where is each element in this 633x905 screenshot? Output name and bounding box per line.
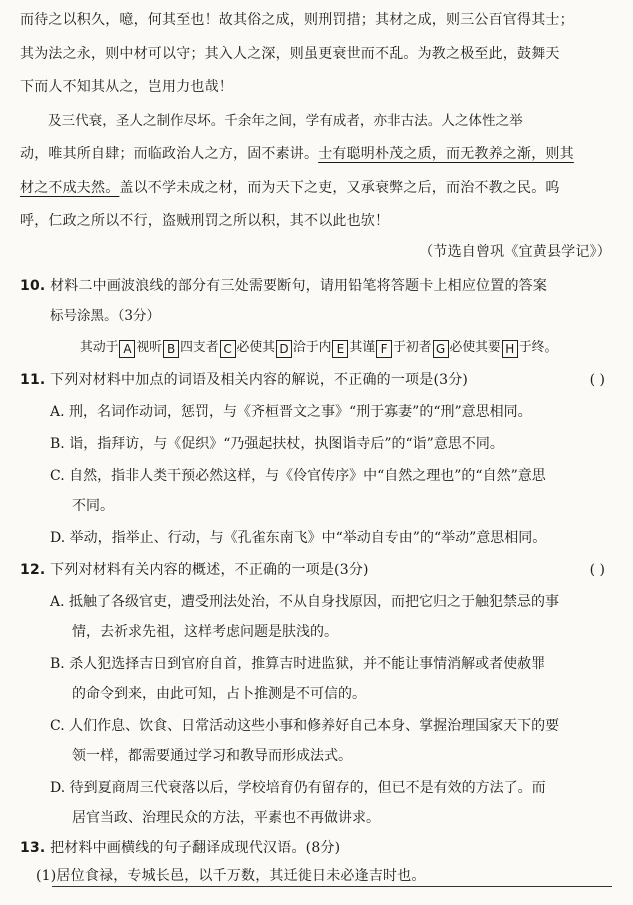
segment-text: 洽于内 xyxy=(293,340,332,355)
sentence-break-options xyxy=(80,334,633,362)
passage-line: 其为法之永，则中材可以守；其入人之深，则虽更衰世而不乱。为教之极至此，鼓舞天 xyxy=(20,46,560,62)
option-box-a[interactable]: A xyxy=(119,340,135,358)
segment-text: 其谨 xyxy=(349,340,376,355)
question-stem: 材料二中画波浪线的部分有三处需要断句，请用铅笔将答题卡上相应位置的答案 xyxy=(50,278,548,294)
answer-line[interactable] xyxy=(52,886,612,887)
question-number: 10. xyxy=(20,278,46,294)
passage-source: （节选自曾巩《宜黄县学记》） xyxy=(419,244,611,260)
passage-text: 动，唯其所自肆；而临政治人之方，固不素讲。 xyxy=(20,146,319,162)
option-box-b[interactable]: B xyxy=(163,340,179,358)
option-d[interactable]: D. 举动，指举止、行动，与《孔雀东南飞》中“举动自专由”的“举动”意思相同。 xyxy=(50,530,547,546)
question-stem: 下列对材料有关内容的概述，不正确的一项是(3分) xyxy=(50,562,369,578)
option-a[interactable]: A. 刑，名词作动词，惩罚，与《齐桓晋文之事》“刑于寡妻”的“刑”意思相同。 xyxy=(50,404,532,420)
answer-bracket[interactable]: ( ) xyxy=(589,562,605,578)
segment-text: 其动于 xyxy=(80,340,119,355)
passage-line: 下而人不知其从之，岂用力也哉！ xyxy=(20,79,233,95)
option-d[interactable]: D. 待到夏商周三代衰落以后，学校培育仍有留存的，但已不是有效的方法了。而 xyxy=(50,780,546,796)
question-stem: 把材料中画横线的句子翻译成现代汉语。(8分) xyxy=(50,840,341,856)
passage-line: 呼，仁政之所以不行，盗贼刑罚之所以积，其不以此也欤！ xyxy=(20,213,390,229)
option-c-cont: 领一样，都需要通过学习和教导而形成法式。 xyxy=(72,748,352,764)
segment-text: 于初者 xyxy=(393,340,432,355)
underlined-sentence: 士有聪明朴茂之质，而无教养之渐，则其 xyxy=(318,146,574,162)
passage-line xyxy=(20,174,612,202)
option-b-cont: 的命令到来，由此可知，占卜推测是不可信的。 xyxy=(72,686,366,702)
option-c[interactable]: C. 自然，指非人类干预必然这样，与《伶官传序》中“自然之理也”的“自然”意思 xyxy=(50,468,546,484)
passage-line xyxy=(20,140,612,168)
segment-text: 于终。 xyxy=(518,340,558,355)
option-a[interactable]: A. 抵触了各级官吏，遭受刑法处治，不从自身找原因，而把它归之于触犯禁忌的事 xyxy=(50,594,560,610)
passage-line: 及三代衰，圣人之制作尽坏。千余年之间，学有成者，亦非古法。人之体性之举 xyxy=(48,113,523,129)
option-box-c[interactable]: C xyxy=(220,340,236,358)
answer-bracket[interactable]: ( ) xyxy=(589,372,605,388)
question-12 xyxy=(20,556,612,584)
question-10 xyxy=(20,272,612,300)
question-number: 11. xyxy=(20,372,46,388)
passage-line: 而待之以积久，噫，何其至也！故其俗之成，则刑罚措；其材之成，则三公百官得其士； xyxy=(20,12,574,28)
translation-item-1: (1)居位食禄，专城长邑，以千万数，其迁徙日未必逢吉时也。 xyxy=(36,868,426,884)
option-d-cont: 居官当政、治理民众的方法，平素也不再做讲求。 xyxy=(72,810,380,826)
option-box-d[interactable]: D xyxy=(276,340,292,358)
option-box-g[interactable]: G xyxy=(433,340,449,358)
question-13 xyxy=(20,834,612,862)
segment-text: 视听 xyxy=(136,340,163,355)
option-box-h[interactable]: H xyxy=(502,340,518,358)
question-10-cont: 标号涂黑。（3分） xyxy=(50,308,160,324)
question-number: 12. xyxy=(20,562,46,578)
segment-text: 必使其要 xyxy=(449,340,501,355)
option-b[interactable]: B. 诣，指拜访，与《促织》“乃强起扶杖，执图诣寺后”的“诣”意思不同。 xyxy=(50,436,504,452)
option-b[interactable]: B. 杀人犯选择吉日到官府自首，推算吉时进监狱，并不能让事情消解或者使赦罪 xyxy=(50,656,546,672)
option-a-cont: 情，去祈求先祖，这样考虑问题是肤浅的。 xyxy=(72,624,338,640)
option-c-cont: 不同。 xyxy=(72,498,114,514)
option-c[interactable]: C. 人们作息、饮食、日常活动这些小事和修养好自己本身、掌握治理国家天下的要 xyxy=(50,718,560,734)
underlined-sentence: 材之不成夫然。 xyxy=(20,180,120,196)
question-11 xyxy=(20,366,612,394)
question-stem: 下列对材料中加点的词语及相关内容的解说，不正确的一项是(3分) xyxy=(50,372,469,388)
segment-text: 四支者 xyxy=(180,340,219,355)
question-number: 13. xyxy=(20,840,46,856)
option-box-f[interactable]: F xyxy=(376,340,392,358)
segment-text: 必使其 xyxy=(236,340,275,355)
option-box-e[interactable]: E xyxy=(332,340,348,358)
passage-text: 盖以不学未成之材，而为天下之吏，又承衰弊之后，而治不教之民。呜 xyxy=(119,180,560,196)
